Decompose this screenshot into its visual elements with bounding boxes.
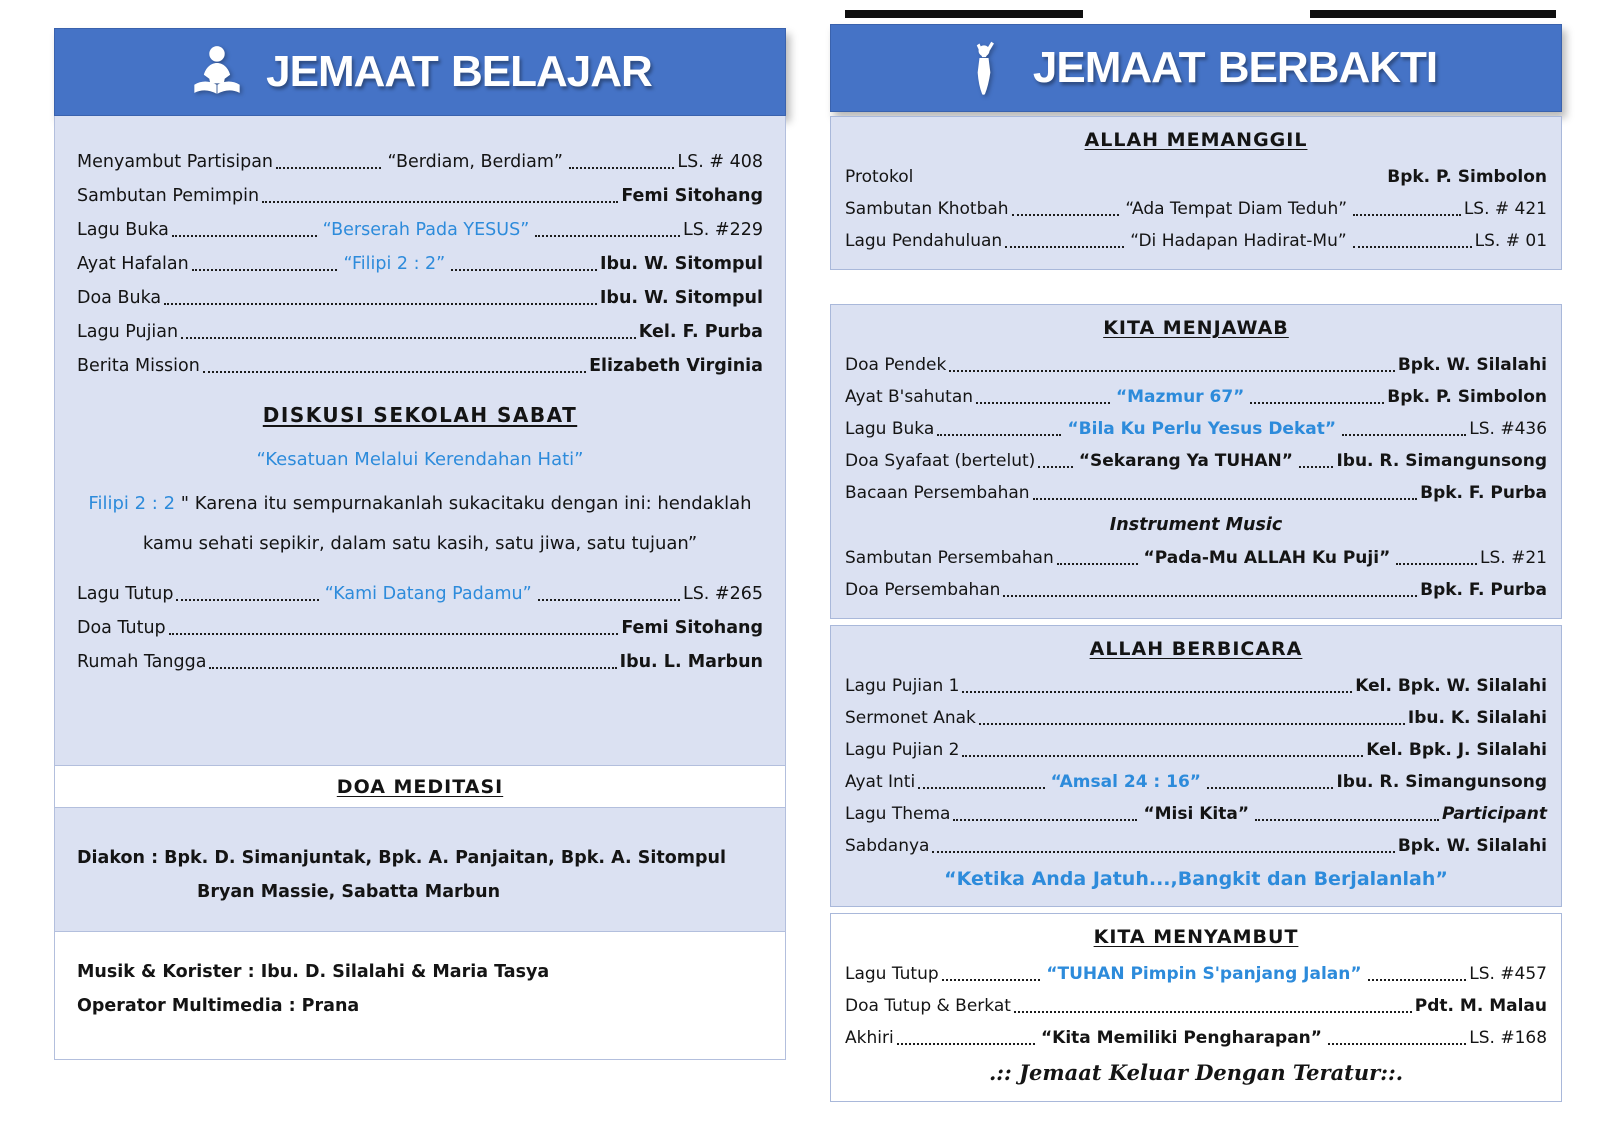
row-assignee: Bpk. P. Simbolon <box>1387 167 1547 187</box>
program-row <box>845 836 1547 857</box>
row-assignee: Bpk. F. Purba <box>1420 483 1547 503</box>
praise-figure-icon <box>955 39 1013 97</box>
program-row <box>845 964 1547 985</box>
row-label: Doa Syafaat (bertelut) <box>845 451 1036 471</box>
row-assignee: Femi Sitohang <box>621 618 763 638</box>
leader-dots <box>1012 214 1120 216</box>
leader-dots <box>1368 979 1467 981</box>
verse-text: " Karena itu sempurnakanlah sukacitaku dengan ini: hendaklah kamu sehati sepikir, dalam satu kasih, satu jiwa, satu tujuan” <box>142 493 752 554</box>
right-panel-header <box>830 24 1562 112</box>
leader-dots <box>949 370 1395 372</box>
row-assignee: Ibu. R. Simangunsong <box>1336 772 1548 792</box>
section-kita-menyambut <box>830 913 1562 1102</box>
section-heading: KITA MENJAWAB <box>1103 317 1289 339</box>
jemaat-belajar-panel <box>54 28 786 1060</box>
row-label: Sambutan Pemimpin <box>77 186 260 206</box>
program-row <box>845 167 1547 188</box>
leader-dots <box>932 851 1394 853</box>
row-assignee: Kel. F. Purba <box>638 322 763 342</box>
section-allah-memanggil <box>830 116 1562 270</box>
row-label: Lagu Tutup <box>77 584 174 604</box>
leader-dots <box>1342 434 1466 436</box>
scan-artifact-bar <box>845 10 1083 18</box>
leader-dots <box>897 1043 1035 1045</box>
closing-line: .:: Jemaat Keluar Dengan Teratur::. <box>988 1060 1404 1085</box>
jemaat-berbakti-panel <box>830 24 1562 1108</box>
program-row <box>845 199 1547 220</box>
row-label: Lagu Pujian <box>77 322 179 342</box>
row-assignee: Kel. Bpk. J. Silalahi <box>1366 740 1547 760</box>
leader-dots <box>569 167 674 169</box>
meditation-heading: DOA MEDITASI <box>336 775 504 798</box>
program-row <box>845 772 1547 793</box>
crew-line: Musik & Korister : Ibu. D. Silalahi & Maria Tasya <box>77 962 550 982</box>
row-assignee: Femi Sitohang <box>621 186 763 206</box>
program-row <box>845 355 1547 376</box>
leader-dots <box>172 235 317 237</box>
row-value: LS. # 01 <box>1474 231 1548 251</box>
leader-dots <box>976 402 1110 404</box>
program-row <box>77 618 763 639</box>
row-label: Ayat B'sahutan <box>845 387 974 407</box>
row-label: Ayat Hafalan <box>77 254 189 274</box>
row-assignee: Elizabeth Virginia <box>589 356 763 376</box>
section-allah-berbicara <box>830 625 1562 907</box>
row-label: Ayat Inti <box>845 772 916 792</box>
row-value: LS. #265 <box>682 584 764 604</box>
meditation-band <box>54 766 786 808</box>
row-song-title: “Misi Kita” <box>1143 804 1250 824</box>
leader-dots <box>962 691 1352 693</box>
program-row <box>845 804 1547 825</box>
row-label: Berita Mission <box>77 356 200 376</box>
row-song-title: “Kita Memiliki Pengharapan” <box>1040 1028 1322 1048</box>
row-label: Sambutan Persembahan <box>845 548 1054 568</box>
program-row <box>77 254 763 275</box>
row-song-title: “Bila Ku Perlu Yesus Dekat” <box>1067 419 1337 439</box>
row-song-title: “Filipi 2 : 2” <box>343 254 446 274</box>
program-row <box>845 708 1547 729</box>
row-song-title: “Ada Tempat Diam Teduh” <box>1125 199 1348 219</box>
leader-dots <box>181 337 636 339</box>
leader-dots <box>1207 787 1333 789</box>
row-song-title: “Amsal 24 : 16” <box>1050 772 1201 792</box>
row-label: Sabdanya <box>845 836 930 856</box>
leader-dots <box>942 979 1041 981</box>
row-label: Sermonet Anak <box>845 708 976 728</box>
open-book-reader-icon <box>188 43 246 101</box>
leader-dots <box>1014 1011 1412 1013</box>
left-panel-header <box>54 28 786 116</box>
leader-dots <box>918 787 1044 789</box>
leader-dots <box>1038 466 1073 468</box>
leader-dots <box>451 269 597 271</box>
crew-line: Operator Multimedia : Prana <box>77 996 360 1016</box>
row-value: LS. #436 <box>1469 419 1548 439</box>
row-assignee: Bpk. F. Purba <box>1420 580 1547 600</box>
program-row <box>845 1028 1547 1049</box>
row-label: Doa Tutup <box>77 618 166 638</box>
leader-dots <box>176 599 318 601</box>
row-value: LS. # 408 <box>677 152 763 172</box>
program-row <box>845 387 1547 408</box>
crew-section <box>54 932 786 1060</box>
discussion-subtitle: “Kesatuan Melalui Kerendahan Hati” <box>256 449 584 470</box>
leader-dots <box>203 371 586 373</box>
section-kita-menjawab <box>830 304 1562 619</box>
row-label: Rumah Tangga <box>77 652 207 672</box>
row-value: LS. #229 <box>682 220 764 240</box>
row-label: Lagu Pujian 2 <box>845 740 960 760</box>
row-label: Lagu Buka <box>845 419 935 439</box>
row-song-title: “Pada-Mu ALLAH Ku Puji” <box>1143 548 1391 568</box>
program-row <box>845 740 1547 761</box>
row-label: Lagu Buka <box>77 220 169 240</box>
leader-dots <box>1353 214 1461 216</box>
row-label: Lagu Tutup <box>845 964 939 984</box>
leader-dots <box>164 303 597 305</box>
program-row <box>845 676 1547 697</box>
program-row <box>845 231 1547 252</box>
leader-dots <box>1033 498 1418 500</box>
row-song-title: “TUHAN Pimpin S'panjang Jalan” <box>1046 964 1362 984</box>
leader-dots <box>1005 246 1124 248</box>
program-row <box>77 584 763 605</box>
leader-dots <box>538 599 680 601</box>
left-panel-title: JEMAAT BELAJAR <box>266 47 652 96</box>
section-heading: ALLAH BERBICARA <box>1089 638 1303 660</box>
row-assignee: Bpk. P. Simbolon <box>1387 387 1547 407</box>
discussion-verse <box>85 484 755 564</box>
diakon-line: Bryan Massie, Sabatta Marbun <box>197 882 501 902</box>
row-assignee: Ibu. L. Marbun <box>619 652 763 672</box>
program-row <box>845 580 1547 601</box>
scan-artifact-bar <box>1310 10 1556 18</box>
row-label: Doa Persembahan <box>845 580 1001 600</box>
instrument-music-note: Instrument Music <box>1109 515 1283 535</box>
row-assignee: Bpk. W. Silalahi <box>1397 355 1547 375</box>
row-label: Sambutan Khotbah <box>845 199 1009 219</box>
leader-dots <box>1328 1043 1466 1045</box>
leader-dots <box>209 667 616 669</box>
row-label: Bacaan Persembahan <box>845 483 1030 503</box>
row-label: Doa Pendek <box>845 355 947 375</box>
leader-dots <box>192 269 338 271</box>
program-row <box>77 356 763 377</box>
leader-dots <box>1353 246 1472 248</box>
sermon-theme-quote: “Ketika Anda Jatuh...,Bangkit dan Berjalanlah” <box>944 868 1448 890</box>
program-row <box>77 220 763 241</box>
row-label: Lagu Thema <box>845 804 951 824</box>
row-assignee: Ibu. W. Sitompul <box>599 288 763 308</box>
leader-dots <box>535 235 680 237</box>
row-assignee: Ibu. K. Silalahi <box>1407 708 1547 728</box>
leader-dots <box>1396 563 1477 565</box>
leader-dots <box>1057 563 1138 565</box>
row-song-title: “Sekarang Ya TUHAN” <box>1078 451 1293 471</box>
leader-dots <box>953 819 1137 821</box>
row-label: Doa Tutup & Berkat <box>845 996 1011 1016</box>
program-row <box>845 451 1547 472</box>
row-label: Doa Buka <box>77 288 162 308</box>
leader-dots <box>962 755 1363 757</box>
diakon-section <box>54 808 786 932</box>
row-assignee: Bpk. W. Silalahi <box>1397 836 1547 856</box>
row-value: LS. #21 <box>1480 548 1547 568</box>
row-label: Protokol <box>845 167 914 187</box>
leader-dots <box>937 434 1061 436</box>
row-value: LS. #457 <box>1469 964 1547 984</box>
section-heading: ALLAH MEMANGGIL <box>1084 129 1308 151</box>
row-song-title: “Di Hadapan Hadirat-Mu” <box>1130 231 1347 251</box>
program-row <box>77 288 763 309</box>
leader-dots <box>1255 819 1439 821</box>
program-row <box>845 548 1547 569</box>
leader-dots <box>276 167 381 169</box>
row-label: Akhiri <box>845 1028 894 1048</box>
leader-dots <box>1299 466 1334 468</box>
row-value: LS. #168 <box>1469 1028 1548 1048</box>
row-label: Lagu Pendahuluan <box>845 231 1003 251</box>
row-assignee: Ibu. R. Simangunsong <box>1336 451 1548 471</box>
row-value: LS. # 421 <box>1463 199 1547 219</box>
leader-dots <box>1003 595 1417 597</box>
row-assignee: Ibu. W. Sitompul <box>599 254 764 274</box>
left-program-section <box>54 116 786 766</box>
row-assignee: Pdt. M. Malau <box>1414 996 1547 1016</box>
section-heading: KITA MENYAMBUT <box>1093 926 1299 948</box>
program-row <box>77 322 763 343</box>
program-row <box>77 152 763 173</box>
verse-reference: Filipi 2 : 2 <box>88 493 176 514</box>
program-row <box>845 419 1547 440</box>
row-song-title: “Mazmur 67” <box>1115 387 1245 407</box>
program-row <box>77 652 763 673</box>
row-label: Menyambut Partisipan <box>77 152 274 172</box>
row-song-title: “Berserah Pada YESUS” <box>322 220 530 240</box>
row-assignee: Participant <box>1442 804 1548 824</box>
leader-dots <box>169 633 619 635</box>
leader-dots <box>262 201 618 203</box>
row-assignee: Kel. Bpk. W. Silalahi <box>1355 676 1547 696</box>
row-song-title: “Berdiam, Berdiam” <box>387 152 563 172</box>
program-row <box>77 186 763 207</box>
diakon-line: Diakon : Bpk. D. Simanjuntak, Bpk. A. Panjaitan, Bpk. A. Sitompul <box>77 848 726 868</box>
program-row <box>845 996 1547 1017</box>
leader-dots <box>1250 402 1384 404</box>
row-song-title: “Kami Datang Padamu” <box>324 584 532 604</box>
leader-dots <box>979 723 1405 725</box>
row-label: Lagu Pujian 1 <box>845 676 960 696</box>
program-row <box>845 483 1547 504</box>
right-panel-title: JEMAAT BERBAKTI <box>1032 43 1438 92</box>
discussion-heading: DISKUSI SEKOLAH SABAT <box>262 403 578 427</box>
